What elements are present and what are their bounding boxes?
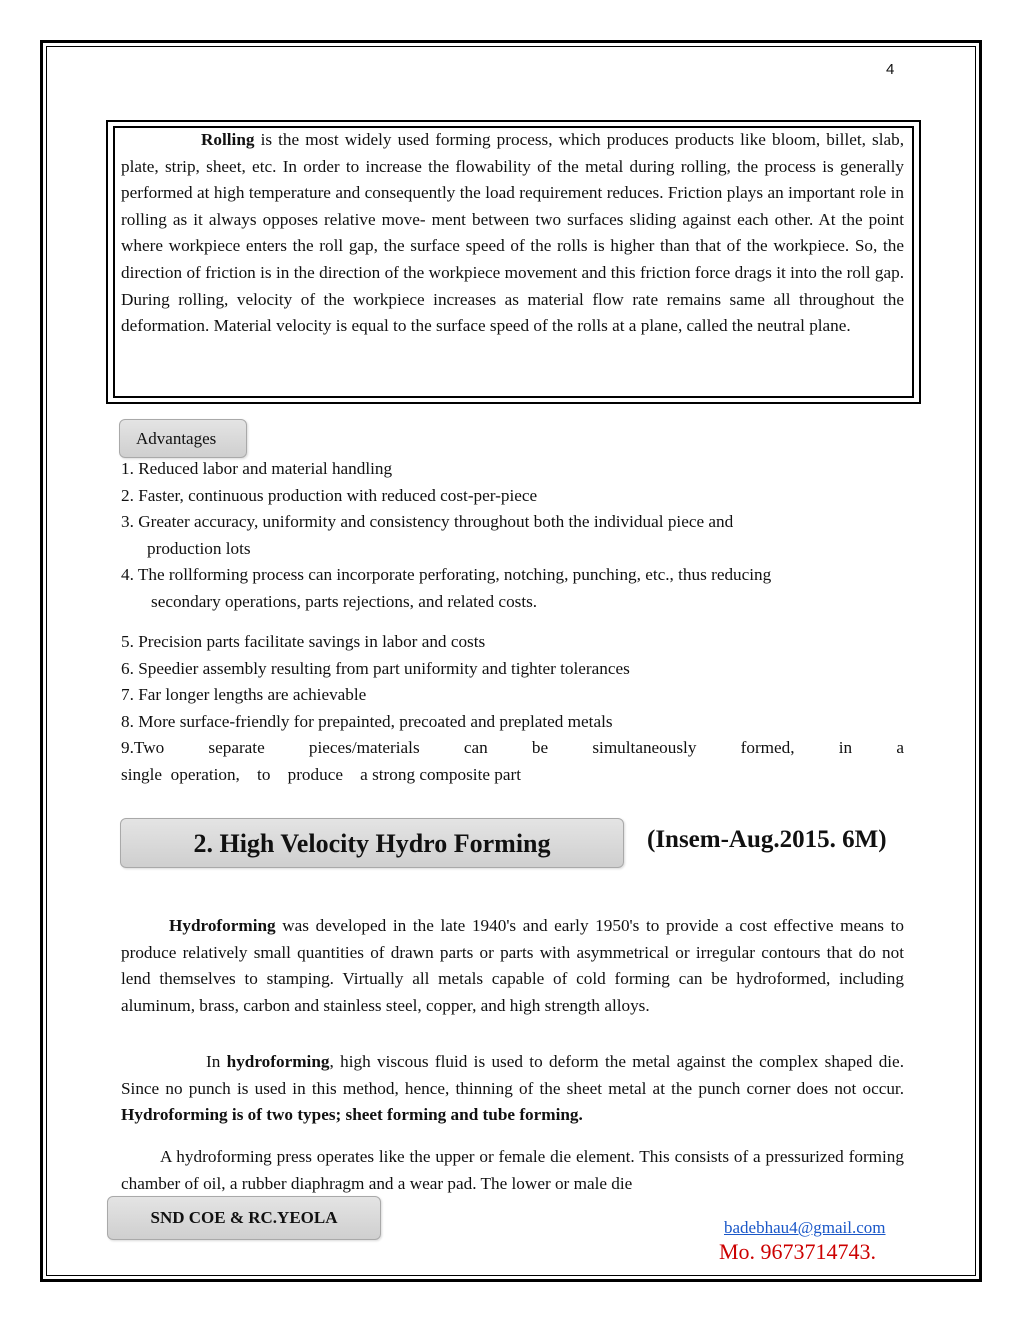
hydroforming-types: Hydroforming is of two types; sheet forming and tube forming. <box>121 1105 583 1125</box>
list-item: 6. Speedier assembly resulting from part uniformity and tighter tolerances <box>121 658 630 678</box>
college-label: SND COE & RC.YEOLA <box>107 1196 381 1240</box>
hydroforming-text-3: A hydroforming press operates like the upper or female die element. This consists of a pressurized forming chamber of oil, a rubber diaphragm and a wear pad. The lower or male die <box>121 1147 904 1193</box>
rolling-paragraph <box>121 127 904 340</box>
hydroforming-paragraph-2 <box>121 1049 904 1129</box>
advantages-label: Advantages <box>119 419 247 458</box>
hydroforming-prefix: In <box>206 1052 227 1071</box>
advantages-list-part2 <box>121 629 911 789</box>
email-link[interactable]: badebhau4@gmail.com <box>724 1218 886 1237</box>
list-item: 5. Precision parts facilitate savings in labor and costs <box>121 632 486 651</box>
list-item: 3. Greater accuracy, uniformity and consistency throughout both the individual piece and <box>121 512 734 532</box>
hydroforming-text-2: , high viscous fluid is used to deform the metal against the complex shaped die. Since no punch is used in this method, hence, thinning of the sheet metal at the punch corner does not occur. <box>121 1052 904 1098</box>
hydroforming-term: Hydroforming <box>169 916 276 935</box>
page-number: 4 <box>886 61 895 78</box>
list-item-continuation: secondary operations, parts rejections, and related costs. <box>151 591 538 611</box>
list-item: 8. More surface-friendly for prepainted, precoated and preplated metals <box>121 711 613 731</box>
hydroforming-text-1: was developed in the late 1940's and early 1950's to provide a cost effective means to produce relatively small quantities of drawn parts or parts with asymmetrical or irregular contours that do not lend themselves to stamping. Virtually all metals capable of cold forming can be hydroformed, including aluminum, brass, carbon and stainless steel, copper, and high strength alloys. <box>121 916 904 1015</box>
rolling-term: Rolling <box>201 130 255 149</box>
hydroforming-paragraph-1 <box>121 913 904 1019</box>
list-item: 7. Far longer lengths are achievable <box>121 685 367 705</box>
hydroforming-term-2: hydroforming <box>226 1052 330 1071</box>
list-item: 2. Faster, continuous production with reduced cost-per-piece <box>121 485 538 505</box>
rolling-text: is the most widely used forming process, which produces products like bloom, billet, slab, plate, strip, sheet, etc. In order to increase the flowability of the metal during rolling, the process is generally performed at high temperature and consequently the load requirement reduces. Friction plays an important role in rolling as it always opposes relative move- ment between two surfaces sliding against each other. At the point where workpiece enters the roll gap, the surface speed of the rolls is higher than that of the workpiece. So, the direction of friction is in the direction of the workpiece movement and this friction force drags it into the roll gap. During rolling, velocity of the workpiece increases as material flow rate remains same all throughout the deformation. Material velocity is equal to the surface speed of the rolls at a plane, called the neutral plane. <box>121 130 904 336</box>
list-item-continuation: production lots <box>147 538 251 558</box>
list-item-continuation: single operation, to produce a strong composite part <box>121 764 521 784</box>
list-item: 4. The rollforming process can incorporate perforating, notching, punching, etc., thus reducing <box>121 565 772 585</box>
phone-number: Mo. 9673714743. <box>719 1239 877 1264</box>
list-item: 1. Reduced labor and material handling <box>121 459 393 478</box>
hydroforming-paragraph-3 <box>121 1144 904 1197</box>
advantages-list-part1 <box>121 456 911 616</box>
section-title-hydro-forming: 2. High Velocity Hydro Forming <box>120 818 624 868</box>
exam-reference: (Insem-Aug.2015. 6M) <box>647 826 887 853</box>
list-item: 9.Two separate pieces/materials can be simultaneously formed, in a <box>121 738 904 758</box>
